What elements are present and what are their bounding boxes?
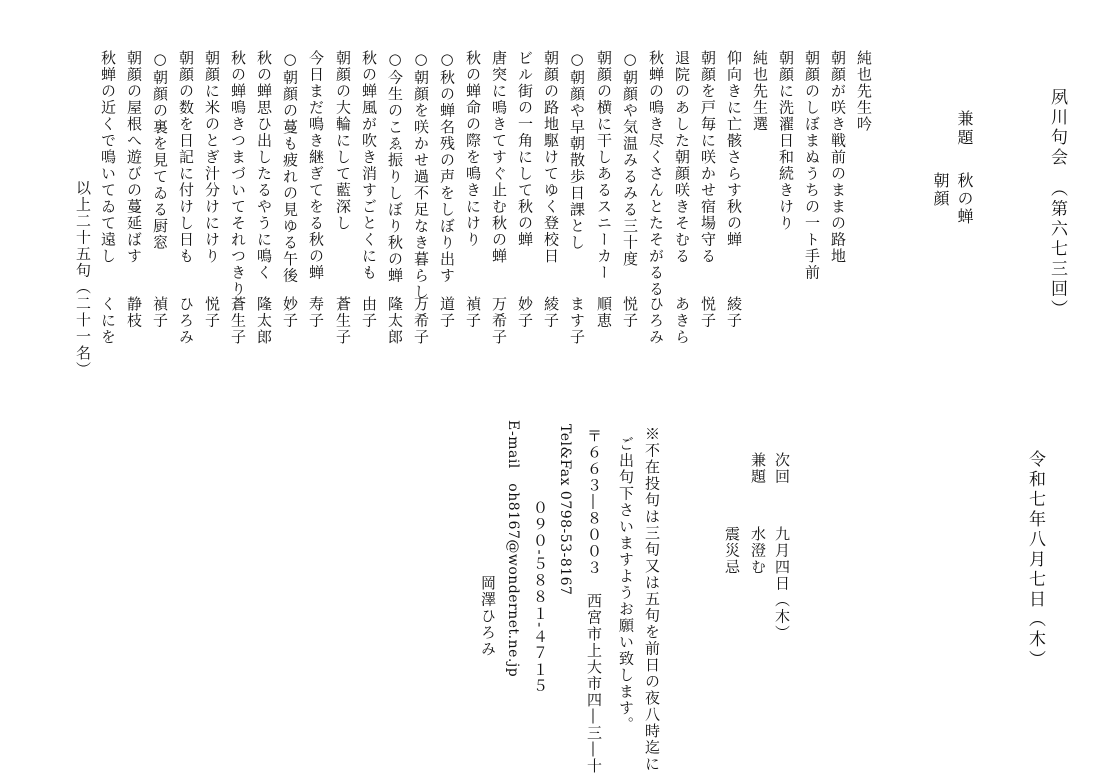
teacher-poem: 朝顔が咲き戦前のままの路地 xyxy=(829,50,847,265)
page-title: 夙川句会 （第六七三回） xyxy=(1047,88,1067,320)
poem-author: 妙子 xyxy=(281,296,299,329)
poem-text: 秋の蝉命の際を鳴きにけり xyxy=(464,50,482,248)
contact-email: E-mail oh8167@wondernet.ne.jp xyxy=(505,420,521,678)
poem-author: 綾子 xyxy=(542,296,560,329)
contact-tel: Tel&Fax 0798-53-8167 xyxy=(557,424,573,596)
poem-text: 朝顔の屋根へ遊びの蔓延ばす xyxy=(125,50,143,265)
teacher-poem: 朝顔のしぼまぬうちの一ト手前 xyxy=(803,50,821,281)
poem-author: 綾子 xyxy=(725,296,743,329)
teacher-poem: 朝顔に洗濯日和続きけり xyxy=(777,50,795,232)
poem-text: ○朝顔の裏を見てゐる厨窓 xyxy=(151,50,169,251)
poem-author: 寿子 xyxy=(307,296,325,329)
poem-text: 秋蝉の鳴き尽くさんとたそがるる xyxy=(647,50,665,298)
notice-line-2: ご出句下さいますようお願い致します。 xyxy=(617,436,635,733)
poem-text: 朝顔を戸毎に咲かせ宿場守る xyxy=(699,50,717,265)
poem-text: 朝顔に米のとぎ汁分けにけり xyxy=(203,50,221,265)
poem-author: くにを xyxy=(99,296,117,346)
contact-name: 岡澤ひろみ xyxy=(479,575,497,658)
poem-text: ○朝顔や気温みるみる三十度 xyxy=(621,50,639,268)
poem-author: 道子 xyxy=(438,296,456,329)
poem-text: 仰向きに亡骸さらす秋の蝉 xyxy=(725,50,743,248)
poem-text: 秋の蝉思ひ出したるやうに鳴く xyxy=(255,50,273,281)
poem-author: 蒼生子 xyxy=(334,296,352,346)
poem-text: 秋の蝉風が吹き消すごとくにも xyxy=(360,50,378,281)
poem-text: 退院のあした朝顔咲きそむる xyxy=(673,50,691,265)
next-topic-2: 震災忌 xyxy=(723,526,741,576)
poem-text: 朝顔の大輪にして藍深し xyxy=(334,50,352,232)
poem-text: 今日まだ鳴き継ぎてをる秋の蝉 xyxy=(307,50,325,281)
next-meeting-label: 次回 xyxy=(773,452,791,485)
poem-text: ○朝顔の蔓も疲れの見ゆる午後 xyxy=(281,50,299,284)
poem-author: ひろみ xyxy=(647,296,665,346)
poem-text: ビル街の一角にして秋の蝉 xyxy=(516,50,534,248)
poem-text: ○秋の蝉名残の声をしぼり出す xyxy=(438,50,456,284)
next-meeting-date: 九月四日（木） xyxy=(773,526,791,642)
poem-author: 由子 xyxy=(360,296,378,329)
poem-author: ます子 xyxy=(568,296,586,346)
meeting-date: 令和七年八月七日（木） xyxy=(1025,450,1045,670)
poem-author: ひろみ xyxy=(177,296,195,346)
poem-author: 禎子 xyxy=(151,296,169,329)
next-kendai-label: 兼題 xyxy=(749,452,767,485)
poem-summary: 以上二十五句（二十一名） xyxy=(74,180,92,378)
poem-author: 禎子 xyxy=(464,296,482,329)
poem-text: ○今生のこゑ振りしぼり秋の蝉 xyxy=(386,50,404,284)
poem-author: 悦子 xyxy=(699,296,717,329)
kendai-topic-2: 朝顔 xyxy=(931,172,950,208)
poem-author: 順恵 xyxy=(595,296,613,329)
poem-author: 隆太郎 xyxy=(255,296,273,346)
contact-mobile: ０９０-５８８１-４７１５ xyxy=(531,500,549,695)
kendai-label: 兼題 xyxy=(955,110,974,148)
poem-author: 蒼生子 xyxy=(229,296,247,346)
poem-text: 秋蝉の近くで鳴いてゐて遠し xyxy=(99,50,117,265)
poem-author: 妙子 xyxy=(516,296,534,329)
notice-line-1: ※不在投句は三句又は五句を前日の夜八時迄に xyxy=(643,426,661,773)
poem-text: ○朝顔を咲かせ過不足なき暮らし xyxy=(412,50,430,301)
poem-author: 静枝 xyxy=(125,296,143,329)
poem-text: 唐突に鳴きてすぐ止む秋の蝉 xyxy=(490,50,508,265)
poem-text: 朝顔の路地駆けてゆく登校日 xyxy=(542,50,560,265)
poem-text: 朝顔の数を日記に付けし日も xyxy=(177,50,195,265)
next-topic-1: 水澄む xyxy=(749,526,767,576)
poem-author: 万希子 xyxy=(412,296,430,346)
poem-author: 万希子 xyxy=(490,296,508,346)
poem-text: 朝顔の横に干しあるスニーカー xyxy=(595,50,613,281)
poem-author: 隆太郎 xyxy=(386,296,404,346)
section-teacher-selection: 純也先生選 xyxy=(751,50,769,133)
poem-text: 秋の蝉鳴きつまづいてそれつきり xyxy=(229,50,247,298)
poem-author: 悦子 xyxy=(203,296,221,329)
kendai-topic-1: 秋の蝉 xyxy=(955,172,974,226)
section-teacher-poems: 純也先生吟 xyxy=(855,50,873,133)
poem-text: ○朝顔や早朝散歩日課とし xyxy=(568,50,586,251)
poem-author: 悦子 xyxy=(621,296,639,329)
poem-author: あきら xyxy=(673,296,691,346)
contact-address: 〒６６３―８００３ 西宮市上大市四―三―十 xyxy=(585,428,603,775)
